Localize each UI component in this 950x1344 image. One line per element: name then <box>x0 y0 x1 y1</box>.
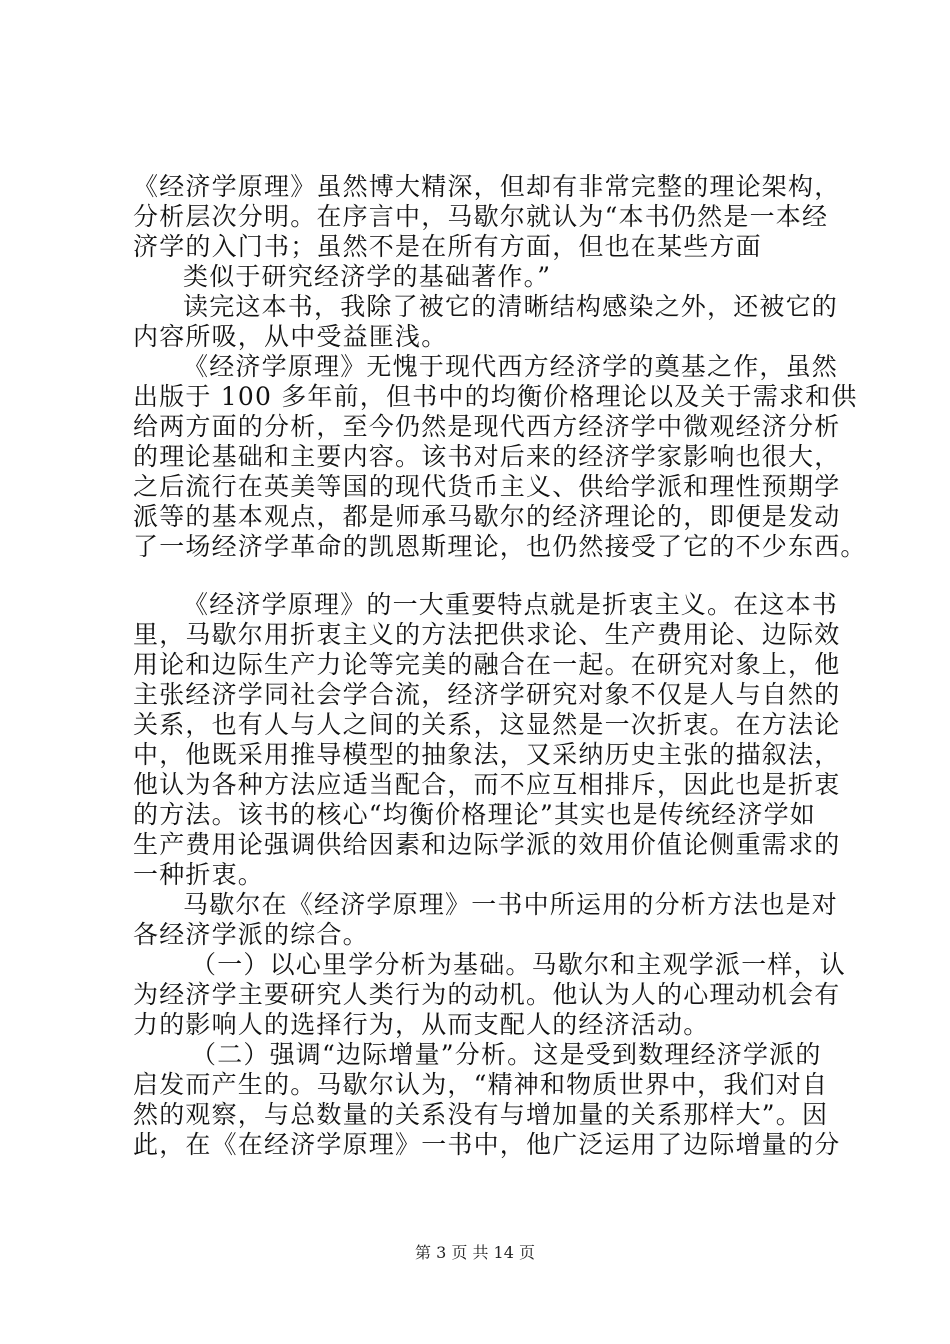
text-line: 然的观察，与总数量的关系没有与增加量的关系那样大”。因 <box>133 1100 829 1129</box>
text-line: 各经济学派的综合。 <box>133 920 369 949</box>
text-line: 济学的入门书；虽然不是在所有方面，但也在某些方面 <box>133 232 762 261</box>
text-line: 启发而产生的。马歇尔认为，“精神和物质世界中，我们对自 <box>133 1070 829 1099</box>
text-line: 派等的基本观点，都是师承马歇尔的经济理论的，即便是发动 <box>133 502 841 531</box>
text-line: 《经济学原理》虽然博大精深，但却有非常完整的理论架构， <box>133 172 841 201</box>
text-line: 的理论基础和主要内容。该书对后来的经济学家影响也很大， <box>133 442 841 471</box>
text-line: 生产费用论强调供给因素和边际学派的效用价值论侧重需求的 <box>133 830 841 859</box>
text-line: 一种折衷。 <box>133 860 265 889</box>
text-line: 的方法。该书的核心“均衡价格理论”其实也是传统经济学如 <box>133 800 816 829</box>
paragraph-gap <box>133 562 850 590</box>
text-line: 此，在《在经济学原理》一书中，他广泛运用了边际增量的分 <box>133 1130 841 1159</box>
text-line: 中，他既采用推导模型的抽象法，又采纳历史主张的描叙法， <box>133 740 841 769</box>
text-line: 出版于 100 多年前，但书中的均衡价格理论以及关于需求和供 <box>133 382 858 411</box>
text-line: 《经济学原理》无愧于现代西方经济学的奠基之作，虽然 <box>183 352 839 381</box>
text-line: 他认为各种方法应适当配合，而不应互相排斥，因此也是折衷 <box>133 770 841 799</box>
text-line: 内容所吸，从中受益匪浅。 <box>133 322 448 351</box>
text-line: 分析层次分明。在序言中，马歇尔就认为“本书仍然是一本经 <box>133 202 829 231</box>
text-line: 为经济学主要研究人类行为的动机。他认为人的心理动机会有 <box>133 980 841 1009</box>
text-line: 关系，也有人与人之间的关系，这显然是一次折衷。在方法论 <box>133 710 841 739</box>
page-number-footer: 第 3 页 共 14 页 <box>415 1243 535 1262</box>
text-line: 里，马歇尔用折衷主义的方法把供求论、生产费用论、边际效 <box>133 620 841 649</box>
text-line: 了一场经济学革命的凯恩斯理论，也仍然接受了它的不少东西。 <box>133 532 867 561</box>
text-line: 给两方面的分析，至今仍然是现代西方经济学中微观经济分析 <box>133 412 841 441</box>
text-line: 类似于研究经济学的基础著作。” <box>183 262 552 291</box>
text-line: （二）强调“边际增量”分析。这是受到数理经济学派的 <box>191 1040 822 1069</box>
text-line: 之后流行在英美等国的现代货币主义、供给学派和理性预期学 <box>133 472 841 501</box>
text-line: 力的影响人的选择行为，从而支配人的经济活动。 <box>133 1010 710 1039</box>
text-line: 《经济学原理》的一大重要特点就是折衷主义。在这本书 <box>183 590 839 619</box>
text-line: 主张经济学同社会学合流，经济学研究对象不仅是人与自然的 <box>133 680 841 709</box>
body-text <box>133 172 867 1160</box>
text-line: 读完这本书，我除了被它的清晰结构感染之外，还被它的 <box>183 292 839 321</box>
text-line: （一）以心里学分析为基础。马歇尔和主观学派一样，认 <box>191 950 847 979</box>
text-line: 马歇尔在《经济学原理》一书中所运用的分析方法也是对 <box>183 890 839 919</box>
text-line: 用论和边际生产力论等完美的融合在一起。在研究对象上，他 <box>133 650 841 679</box>
